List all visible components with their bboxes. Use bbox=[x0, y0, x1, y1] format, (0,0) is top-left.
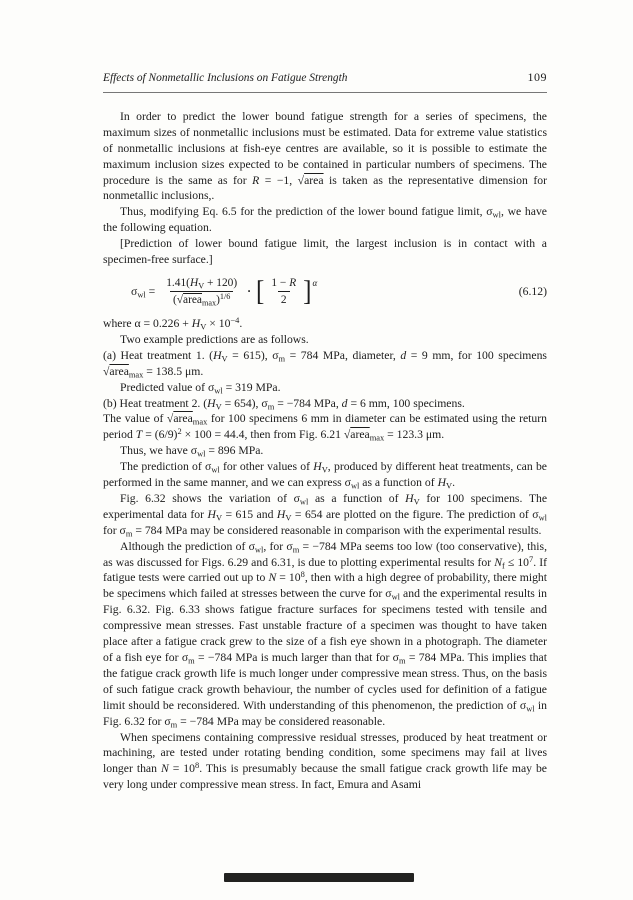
paragraph: [Prediction of lower bound fatigue limit, the largest inclusion is in contact with a specimen-free surface.] bbox=[103, 237, 547, 267]
fraction-numerator: $1.41(H_V + 120)$ bbox=[166, 277, 238, 291]
paragraph: Two example predictions are as follows. bbox=[120, 332, 309, 346]
scan-artifact-bar bbox=[224, 873, 414, 882]
paragraph: Fig. 6.32 shows the variation of $\sigma_{wl}$ as a function of $H_V$ for 100 specimens. The experimental data for $H_V = 615$ and $H_V = 654$ are plotted on the figure. The prediction of $\sigma_{wl}$ for $\sigma_m = 784$ MPa may be considered reasonable in comparison with the experimental results. bbox=[103, 491, 548, 539]
equation-6-12 bbox=[131, 275, 547, 309]
paragraph: The prediction of $\sigma_{wl}$ for other values of $H_V$, produced by different heat treatments, can be performed in the same manner, and we can express $\sigma_{wl}$ as a function of $H_V$. bbox=[103, 460, 547, 491]
multiplication-dot: · bbox=[247, 285, 252, 299]
paragraph: Predicted value of $\sigma_{wl} = 319$ MPa. bbox=[120, 380, 281, 395]
paragraph: When specimens containing compressive residual stresses, produced by heat treatment or machining, are tested under rotating bending condition, some specimens may fail at lives longer than $N = 10^8$. This is presumably because the small fatigue crack growth life may be very long under compressive mean stress. In fact, Emura and Asami bbox=[103, 730, 547, 792]
close-bracket: ] bbox=[303, 276, 312, 308]
paragraph: Thus, modifying Eq. 6.5 for the prediction of the lower bound fatigue limit, $\sigma_{wl}$, we have the following equation. bbox=[103, 205, 547, 235]
paragraph: (b) Heat treatment 2. $(H_V = 654)$, $\sigma_m = -784$ MPa, d = 6 mm, 100 specimens. bbox=[103, 396, 465, 411]
paragraph: Although the prediction of $\sigma_{wl}$, for $\sigma_m = -784$ MPa seems too low (too conservative), this, as was discussed for Figs. 6.29 and 6.31, is due to plotting experimental results for $N_f \le 10^7$. If fatigue tests were carried out up to $N = 10^8$, then with a high degree of probability, there might be specimens which failed at stresses between the curve for $\sigma_{wl}$ and the experimental results in Fig. 6.32. Fig. 6.33 shows fatigue fracture surfaces for specimens tested with tensile and compressive mean stresses. Fast unstable fracture of a specimen was thought to have taken place after a fatigue crack grew to the size of a fish eye shown in a photograph. The diameter of a fish eye for $\sigma_m = -784$ MPa is much larger than that for $\sigma_m = 784$ MPa. This implies that the fatigue crack growth life is much longer under compressive mean stress. Thus, on the basis of such fatigue crack growth behaviour, the number of cycles used for definition of a fatigue limit should be reconsidered. With understanding of this phenomenon, the prediction of $\sigma_{wl}$ in Fig. 6.32 for $\sigma_m = -784$ MPa may be considered reasonable. bbox=[103, 539, 548, 729]
equation-fraction-main bbox=[163, 276, 240, 307]
paragraph: In order to predict the lower bound fatigue strength for a series of specimens, the maximum sizes of nonmetallic inclusions must be estimated. Data for extreme value statistics of nonmetallic inclusions at fish-eye centres are available, so it is possible to estimate the maximum inclusion sizes expected to be contained in particular numbers of specimens. The procedure is the same as for R = −1, √area is taken as the representative dimension for nonmetallic inclusions,. bbox=[103, 109, 547, 203]
running-header-title: Effects of Nonmetallic Inclusions on Fatigue Strength bbox=[103, 72, 348, 84]
paragraph: Thus, we have $\sigma_{wl} = 896$ MPa. bbox=[120, 444, 264, 459]
body-text bbox=[103, 109, 547, 793]
paragraph: The value of √area$_{max}$ for 100 specimens 6 mm in diameter can be estimated using the return period $T = (6/9)^2 \times 100 = 44.4$, then from Fig. 6.21 √area$_{max}$ = 123.3 μm. bbox=[103, 412, 547, 443]
fraction-numerator: 1 − R bbox=[271, 277, 297, 290]
equation-fraction-r bbox=[268, 276, 299, 307]
equation-number: (6.12) bbox=[518, 285, 547, 299]
fraction-denominator: 2 bbox=[278, 291, 290, 307]
open-bracket: [ bbox=[256, 276, 265, 308]
paragraph: where $\alpha = 0.226 + H_V \times 10^{-4}$. bbox=[103, 314, 243, 332]
running-header bbox=[103, 70, 547, 93]
fraction-denominator: (√area$_{max}$)$^{1/6}$ bbox=[170, 291, 233, 307]
page-number: 109 bbox=[527, 70, 547, 84]
equation-exponent: α bbox=[312, 277, 318, 288]
equation-lhs: $\sigma_{wl}$ = bbox=[131, 285, 156, 300]
paragraph: (a) Heat treatment 1. $(H_V = 615)$, $\sigma_m = 784$ MPa, diameter, d = 9 mm, for 100 specimens √area$_{max}$ = 138.5 μm. bbox=[103, 348, 547, 380]
